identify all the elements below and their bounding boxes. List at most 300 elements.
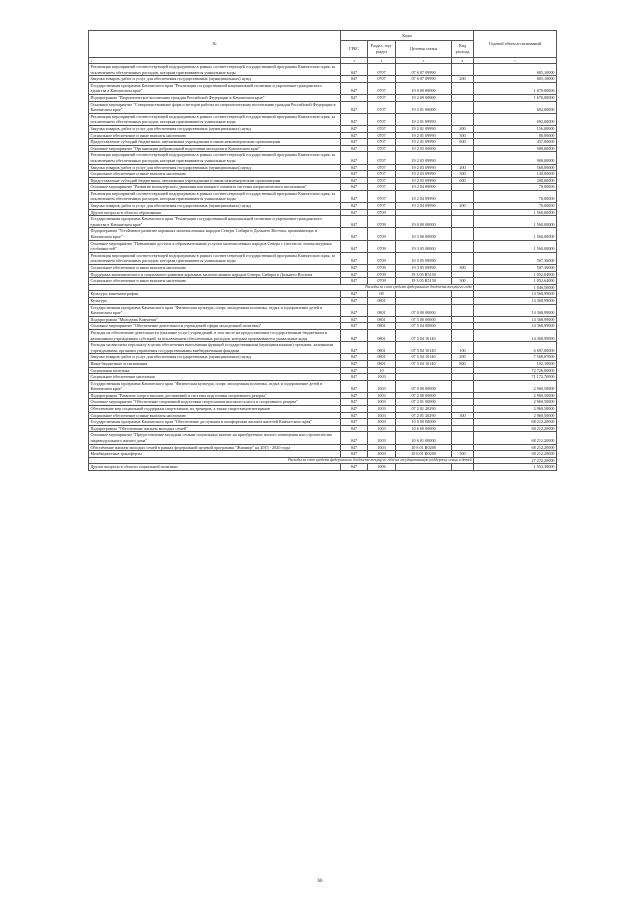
amount-cell: 140,00000: [474, 171, 557, 178]
razdel-cell: 0707: [368, 171, 396, 178]
table-row: [89, 323, 557, 330]
vid-cell: 300: [452, 171, 474, 178]
amount-cell: 68 212,20000: [474, 419, 557, 426]
name-cell: Иные бюджетные ассигнования: [89, 360, 341, 367]
name-cell: Подпрограмма "Обеспечение жильем молодых семей": [89, 425, 341, 432]
name-cell: Основное мероприятие "Развитие волонтерского движения как важного элемента системы патриотического воспитания": [89, 184, 341, 191]
target-cell: 19 0 00 00000: [396, 216, 452, 228]
name-cell: Реализация мероприятий соответствующей подпрограммы в рамках соответствующей государственной программы Камчатского края, за исключением обеспеченных расходов, которым присваиваются уникальные коды: [89, 113, 341, 125]
grbs-cell: 847: [341, 425, 368, 432]
vid-cell: 300: [452, 412, 474, 419]
table-row: [89, 392, 557, 399]
name-cell: Основное мероприятие "Обеспечение деятельности учреждений сферы молодежной политики": [89, 323, 341, 330]
razdel-cell: 0801: [368, 297, 396, 304]
amount-cell: 68 212,20000: [474, 451, 557, 458]
name-cell: Культура: [89, 297, 341, 304]
vid-cell: [452, 406, 474, 413]
budget-table: [88, 30, 557, 471]
grbs-cell: 847: [341, 464, 368, 471]
name-cell: Подпрограмма "Развитие спорта высших достижений и системы подготовки спортивного резерва": [89, 392, 341, 399]
amount-cell: 2 960,50000: [474, 412, 557, 419]
amount-cell: 1 052,64000: [474, 271, 557, 278]
amount-cell: 1 670,00000: [474, 94, 557, 101]
note-cell: Расходы за счет средств федерального бюджета текущего года на государственную поддержку семьи и детей: [89, 457, 474, 464]
table-row: [89, 152, 557, 164]
razdel-cell: 1003: [368, 380, 396, 392]
table-row: [89, 380, 557, 392]
vid-cell: 200: [452, 203, 474, 210]
grbs-cell: 847: [341, 304, 368, 316]
grbs-cell: 847: [341, 360, 368, 367]
amount-cell: 605,10000: [474, 76, 557, 83]
razdel-cell: 0801: [368, 360, 396, 367]
table-row: [89, 451, 557, 458]
table-row: [89, 252, 557, 264]
vid-cell: [452, 209, 474, 216]
name-cell: Закупка товаров, работ и услуг для обеспечения государственных (муниципальных) нужд: [89, 125, 341, 132]
amount-cell: 14 368,99000: [474, 323, 557, 330]
target-cell: 07 6 07 09990: [396, 64, 452, 76]
amount-cell: 14 368,99000: [474, 329, 557, 341]
name-cell: Подпрограмма "Патриотическое воспитание граждан Российской Федерации в Камчатском крае": [89, 94, 341, 101]
amount-cell: 6 697,00000: [474, 342, 557, 354]
name-cell: Межбюджетные трансферты: [89, 451, 341, 458]
target-cell: 19 3 05 R5150: [396, 278, 452, 285]
target-cell: 07 2 01 00000: [396, 399, 452, 406]
vid-cell: [452, 380, 474, 392]
table-row: [89, 240, 557, 252]
razdel-cell: 0707: [368, 164, 396, 171]
table-row: [89, 291, 557, 298]
table-row: [89, 271, 557, 278]
amount-cell: 908,00000: [474, 145, 557, 152]
target-cell: 07 5 04 00000: [396, 323, 452, 330]
amount-cell: 72 726,00000: [474, 367, 557, 374]
amount-cell: 71 172,70000: [474, 374, 557, 381]
razdel-cell: 0707: [368, 82, 396, 94]
target-cell: 07 5 04 10140: [396, 360, 452, 367]
table-body: [89, 64, 557, 471]
table-row: [89, 94, 557, 101]
vid-cell: [452, 113, 474, 125]
name-cell: Социальное обеспечение и иные выплаты населению: [89, 278, 341, 285]
grbs-cell: 847: [341, 291, 368, 298]
razdel-cell: 0707: [368, 101, 396, 113]
vid-cell: [452, 464, 474, 471]
grbs-cell: 847: [341, 209, 368, 216]
target-cell: 07 6 07 09990: [396, 76, 452, 83]
vid-cell: [452, 252, 474, 264]
amount-cell: 27 272,20000: [474, 457, 557, 464]
amount-cell: 14 368,99000: [474, 304, 557, 316]
razdel-cell: 0707: [368, 113, 396, 125]
razdel-cell: 1003: [368, 374, 396, 381]
header-vid: Вид расхода: [452, 41, 474, 58]
amount-cell: 14 368,99000: [474, 297, 557, 304]
name-cell: Основное мероприятие "Совершенствование форм и методов работы по патриотическому воспитанию граждан Российской Федерации в Камчатском крае": [89, 101, 341, 113]
name-cell: Подпрограмма "Устойчивое развитие коренных малочисленных народов Севера, Сибири и Дальнего Востока, проживающих в Камчатском крае": [89, 228, 341, 240]
grbs-cell: 847: [341, 316, 368, 323]
target-cell: 07 2 01 20290: [396, 412, 452, 419]
vid-cell: [452, 367, 474, 374]
grbs-cell: 847: [341, 406, 368, 413]
target-cell: 19 3 05 R5150: [396, 271, 452, 278]
grbs-cell: 847: [341, 444, 368, 451]
target-cell: 19 2 03 09990: [396, 171, 452, 178]
razdel-cell: 08: [368, 291, 396, 298]
name-cell: Реализация мероприятий соответствующей подпрограммы в рамках соответствующей государственной программы Камчатского края, за исключением обеспеченных расходов, которым присваиваются уникальные коды: [89, 152, 341, 164]
target-cell: [396, 209, 452, 216]
name-cell: Социальная политика: [89, 367, 341, 374]
target-cell: 19 2 01 09990: [396, 139, 452, 146]
vid-cell: [452, 190, 474, 202]
target-cell: 19 2 01 09990: [396, 132, 452, 139]
vid-cell: [452, 297, 474, 304]
note-cell: Расходы за счет средств федерального бюджета текущего года: [89, 284, 474, 291]
name-cell: Государственная программа Камчатского края "Обеспечение доступным и комфортным жильем жителей Камчатского края": [89, 419, 341, 426]
target-cell: 07 5 04 10140: [396, 329, 452, 341]
target-cell: 07 2 00 00000: [396, 392, 452, 399]
amount-cell: 908,00000: [474, 152, 557, 164]
name-cell: Основное мероприятие "Повышение доступа к образовательным услугам малочисленных народов Севера с учетом их этнокультурных особенностей": [89, 240, 341, 252]
amount-cell: 156,00000: [474, 125, 557, 132]
razdel-cell: 0801: [368, 354, 396, 361]
table-row: [89, 171, 557, 178]
vid-cell: [452, 291, 474, 298]
vid-cell: 200: [452, 354, 474, 361]
name-cell: Основное мероприятие "Организация добровольной подготовки молодежи в Камчатском крае": [89, 145, 341, 152]
name-cell: Закупка товаров, работ и услуг для обеспечения государственных (муниципальных) нужд: [89, 76, 341, 83]
table-row: [89, 329, 557, 341]
grbs-cell: 847: [341, 392, 368, 399]
colnum: 3: [341, 58, 368, 64]
razdel-cell: 1003: [368, 412, 396, 419]
target-cell: 19 3 05 00000: [396, 240, 452, 252]
vid-cell: [452, 228, 474, 240]
amount-cell: 70,00000: [474, 184, 557, 191]
table-row: [89, 354, 557, 361]
amount-cell: 14 368,99000: [474, 291, 557, 298]
grbs-cell: 847: [341, 113, 368, 125]
grbs-cell: 847: [341, 190, 368, 202]
grbs-cell: 847: [341, 323, 368, 330]
vid-cell: 600: [452, 139, 474, 146]
grbs-cell: 847: [341, 125, 368, 132]
razdel-cell: 0707: [368, 76, 396, 83]
amount-cell: 68 212,20000: [474, 425, 557, 432]
grbs-cell: 847: [341, 354, 368, 361]
table-row: [89, 406, 557, 413]
table-row: [89, 432, 557, 444]
table-row: [89, 184, 557, 191]
grbs-cell: 847: [341, 82, 368, 94]
target-cell: 07 0 00 00000: [396, 304, 452, 316]
razdel-cell: 0707: [368, 94, 396, 101]
target-cell: 07 0 00 00000: [396, 380, 452, 392]
grbs-cell: 847: [341, 367, 368, 374]
amount-cell: 7 569,07000: [474, 354, 557, 361]
table-row: [89, 125, 557, 132]
razdel-cell: 0709: [368, 271, 396, 278]
target-cell: [396, 464, 452, 471]
amount-cell: 70,00000: [474, 203, 557, 210]
amount-cell: 457,00000: [474, 139, 557, 146]
name-cell: Социальное обеспечение и иные выплаты населению: [89, 265, 341, 272]
vid-cell: [452, 216, 474, 228]
colnum: 1: [89, 58, 341, 64]
table-row: [89, 412, 557, 419]
target-cell: 19 3 05 09990: [396, 252, 452, 264]
table-row: [89, 265, 557, 272]
name-cell: Расходы на обеспечение деятельности (оказание услуг) учреждений, в том числе на предоставление государственным бюджетным и автономным учреждениям субсидий, за исключением обеспеченных расходов, которым присваиваются уникальные коды: [89, 329, 341, 341]
name-cell: Обеспечение жильем молодых семей в рамках федеральной целевой программы "Жилище" на 2015 - 2020 годы: [89, 444, 341, 451]
grbs-cell: 847: [341, 216, 368, 228]
razdel-cell: 0709: [368, 240, 396, 252]
table-row: [89, 444, 557, 451]
grbs-cell: 847: [341, 228, 368, 240]
amount-cell: 507,36000: [474, 252, 557, 264]
table-row: [89, 190, 557, 202]
razdel-cell: 1003: [368, 399, 396, 406]
grbs-cell: 847: [341, 164, 368, 171]
vid-cell: [452, 329, 474, 341]
grbs-cell: 847: [341, 399, 368, 406]
name-cell: Подпрограмма "Молодежь Камчатки": [89, 316, 341, 323]
name-cell: Обеспечение мер социальной поддержки спортсменов, их тренеров, а также спортсменов-ветеранов: [89, 406, 341, 413]
grbs-cell: 847: [341, 265, 368, 272]
amount-cell: 1 052,64000: [474, 278, 557, 285]
table-row: [89, 360, 557, 367]
razdel-cell: 0709: [368, 265, 396, 272]
name-cell: Предоставление субсидий бюджетным, автономным учреждениям и иным некоммерческим организациям: [89, 139, 341, 146]
amount-cell: 200,00000: [474, 177, 557, 184]
razdel-cell: 0709: [368, 278, 396, 285]
grbs-cell: 847: [341, 380, 368, 392]
table-row: [89, 216, 557, 228]
vid-cell: [452, 425, 474, 432]
razdel-cell: 1003: [368, 419, 396, 426]
target-cell: 19 2 03 09990: [396, 164, 452, 171]
header-grbs: ГРБС: [341, 41, 368, 58]
grbs-cell: 847: [341, 64, 368, 76]
target-cell: 07 5 04 10140: [396, 342, 452, 354]
razdel-cell: 1006: [368, 464, 396, 471]
table-row: [89, 457, 557, 464]
target-cell: 19 2 01 09990: [396, 125, 452, 132]
amount-cell: 507,36000: [474, 265, 557, 272]
vid-cell: [452, 399, 474, 406]
razdel-cell: 0709: [368, 216, 396, 228]
table-row: [89, 278, 557, 285]
amount-cell: 2 960,50000: [474, 392, 557, 399]
grbs-cell: 847: [341, 145, 368, 152]
amount-cell: 2 960,50000: [474, 380, 557, 392]
vid-cell: 200: [452, 164, 474, 171]
grbs-cell: 847: [341, 419, 368, 426]
header-num: №: [89, 31, 341, 58]
razdel-cell: 0707: [368, 64, 396, 76]
vid-cell: 200: [452, 76, 474, 83]
amount-cell: 14 368,99000: [474, 316, 557, 323]
vid-cell: [452, 271, 474, 278]
razdel-cell: 0801: [368, 342, 396, 354]
table-row: [89, 425, 557, 432]
razdel-cell: 0707: [368, 177, 396, 184]
header-target: Целевая статья: [396, 41, 452, 58]
target-cell: 10 6 01 00000: [396, 432, 452, 444]
vid-cell: [452, 82, 474, 94]
razdel-cell: 0707: [368, 203, 396, 210]
razdel-cell: 1003: [368, 406, 396, 413]
vid-cell: 500: [452, 451, 474, 458]
razdel-cell: 0707: [368, 145, 396, 152]
name-cell: Реализация мероприятий соответствующей подпрограммы в рамках соответствующей государственной программы Камчатского края, за исключением обеспеченных расходов, которым присваиваются уникальные коды: [89, 64, 341, 76]
vid-cell: 600: [452, 177, 474, 184]
razdel-cell: 0707: [368, 190, 396, 202]
amount-cell: 605,10000: [474, 64, 557, 76]
grbs-cell: 847: [341, 374, 368, 381]
name-cell: Государственная программа Камчатского края "Реализация государственной национальной политики и укрепление гражданского единства в Камчатском крае": [89, 216, 341, 228]
table-row: [89, 76, 557, 83]
header-razdel: Раздел, под-раздел: [368, 41, 396, 58]
table-row: [89, 64, 557, 76]
vid-cell: [452, 101, 474, 113]
name-cell: Социальное обеспечение и иные выплаты населению: [89, 412, 341, 419]
target-cell: 19 3 05 09990: [396, 265, 452, 272]
table-row: [89, 464, 557, 471]
name-cell: Социальное обеспечение и иные выплаты населению: [89, 132, 341, 139]
vid-cell: [452, 152, 474, 164]
vid-cell: 200: [452, 125, 474, 132]
vid-cell: [452, 240, 474, 252]
table-row: [89, 203, 557, 210]
amount-cell: 2 960,50000: [474, 406, 557, 413]
table-row: [89, 132, 557, 139]
table-row: [89, 139, 557, 146]
name-cell: Поддержка экономического и социального развития коренных малочисленных народов Севера, Сибири и Дальнего Востока: [89, 271, 341, 278]
header-codes: Коды: [341, 31, 474, 41]
header-annual: Годовой объем ассигнований: [474, 31, 557, 58]
grbs-cell: 847: [341, 412, 368, 419]
razdel-cell: 1003: [368, 425, 396, 432]
grbs-cell: 847: [341, 203, 368, 210]
target-cell: [396, 297, 452, 304]
target-cell: [396, 367, 452, 374]
razdel-cell: 1003: [368, 444, 396, 451]
razdel-cell: 0801: [368, 329, 396, 341]
table-row: [89, 399, 557, 406]
colnum: 6: [452, 58, 474, 64]
grbs-cell: 847: [341, 271, 368, 278]
name-cell: Основное мероприятие "Предоставление молодым семьям социальных выплат на приобретение жилого помещения или строительство индивидуального жилого дома": [89, 432, 341, 444]
amount-cell: 692,00000: [474, 101, 557, 113]
table-row: [89, 82, 557, 94]
amount-cell: 1 553,30000: [474, 464, 557, 471]
table-row: [89, 209, 557, 216]
target-cell: 19 2 03 00000: [396, 145, 452, 152]
table-row: [89, 367, 557, 374]
target-cell: 10 6 00 00000: [396, 425, 452, 432]
amount-cell: 692,00000: [474, 113, 557, 125]
razdel-cell: 1003: [368, 432, 396, 444]
vid-cell: [452, 444, 474, 451]
name-cell: Государственная программа Камчатского края "Физическая культура, спорт, молодежная политика, отдых и оздоровление детей в Камчатском крае": [89, 380, 341, 392]
vid-cell: [452, 316, 474, 323]
razdel-cell: 0801: [368, 304, 396, 316]
grbs-cell: 847: [341, 451, 368, 458]
razdel-cell: 0801: [368, 323, 396, 330]
table-row: [89, 284, 557, 291]
grbs-cell: 847: [341, 297, 368, 304]
table-row: [89, 113, 557, 125]
grbs-cell: 847: [341, 152, 368, 164]
amount-cell: 68 212,20000: [474, 444, 557, 451]
grbs-cell: 847: [341, 342, 368, 354]
name-cell: Закупка товаров, работ и услуг для обеспечения государственных (муниципальных) нужд: [89, 354, 341, 361]
vid-cell: [452, 323, 474, 330]
target-cell: 19 2 01 00000: [396, 101, 452, 113]
razdel-cell: 0709: [368, 252, 396, 264]
vid-cell: [452, 304, 474, 316]
target-cell: 19 2 04 09990: [396, 203, 452, 210]
razdel-cell: 0707: [368, 184, 396, 191]
target-cell: 19 2 04 00000: [396, 184, 452, 191]
table-row: [89, 304, 557, 316]
vid-cell: 100: [452, 342, 474, 354]
amount-cell: 102,10000: [474, 360, 557, 367]
colnum: 5: [396, 58, 452, 64]
table-row: [89, 316, 557, 323]
razdel-cell: 10: [368, 367, 396, 374]
grbs-cell: 847: [341, 139, 368, 146]
vid-cell: [452, 392, 474, 399]
target-cell: 10 0 00 00000: [396, 419, 452, 426]
target-cell: 07 2 01 20290: [396, 406, 452, 413]
vid-cell: 800: [452, 360, 474, 367]
name-cell: Расходы на выплаты персоналу в целях обеспечения выполнения функций государственными (муниципальными) органами, казенными учреждениями, органами управления государственными внебюджетными фондами: [89, 342, 341, 354]
target-cell: [396, 291, 452, 298]
name-cell: Закупка товаров, работ и услуг для обеспечения государственных (муниципальных) нужд: [89, 164, 341, 171]
name-cell: Предоставление субсидий бюджетным, автономным учреждениям и иным некоммерческим организациям: [89, 177, 341, 184]
target-cell: 19 2 01 09990: [396, 113, 452, 125]
target-cell: 19 2 03 09990: [396, 177, 452, 184]
name-cell: Социальное обеспечение населения: [89, 374, 341, 381]
name-cell: Другие вопросы в области образования: [89, 209, 341, 216]
amount-cell: 1 560,00000: [474, 240, 557, 252]
grbs-cell: 847: [341, 278, 368, 285]
vid-cell: 300: [452, 265, 474, 272]
table-row: [89, 374, 557, 381]
name-cell: Государственная программа Камчатского края "Физическая культура, спорт, молодежная политика, отдых и оздоровление детей в Камчатском крае": [89, 304, 341, 316]
razdel-cell: 0801: [368, 316, 396, 323]
name-cell: Социальное обеспечение и иные выплаты населению: [89, 171, 341, 178]
target-cell: 19 2 00 00000: [396, 94, 452, 101]
amount-cell: 68 212,20000: [474, 432, 557, 444]
name-cell: Другие вопросы в области социальной политики: [89, 464, 341, 471]
table-row: [89, 228, 557, 240]
name-cell: Реализация мероприятий соответствующей подпрограммы в рамках соответствующей государственной программы Камчатского края, за исключением обеспеченных расходов, которым присваиваются уникальные коды: [89, 252, 341, 264]
grbs-cell: 847: [341, 171, 368, 178]
table-row: [89, 297, 557, 304]
grbs-cell: 847: [341, 101, 368, 113]
grbs-cell: 847: [341, 329, 368, 341]
colnum: 7: [474, 58, 557, 64]
vid-cell: [452, 184, 474, 191]
grbs-cell: 847: [341, 240, 368, 252]
grbs-cell: 847: [341, 132, 368, 139]
target-cell: 10 6 01 R0200: [396, 451, 452, 458]
name-cell: Государственная программа Камчатского края "Реализация государственной национальной политики и укрепление гражданского единства в Камчатском крае": [89, 82, 341, 94]
